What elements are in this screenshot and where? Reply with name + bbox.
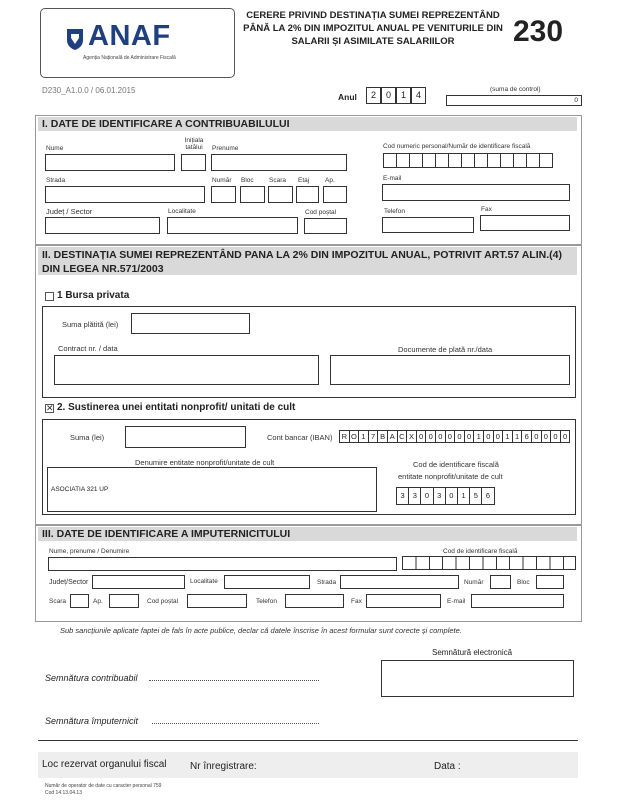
s3-label-numar: Număr [464,579,484,586]
iban-cell[interactable]: 0 [541,430,552,443]
s3-email-field[interactable] [471,594,564,608]
iban-cell[interactable]: 7 [368,430,379,443]
option1-suma-label: Suma plătită (lei) [62,320,119,329]
electronic-signature-box[interactable] [381,660,574,697]
fax-field[interactable] [480,215,570,231]
proxy-signature-label: Semnătura împuternicit [45,716,139,726]
label-ap: Ap. [325,177,335,184]
label-telefon: Telefon [384,208,405,215]
s3-label-ap: Ap. [93,598,103,605]
s3-label-bloc: Bloc [517,579,530,586]
cif-cell[interactable]: 3 [396,487,409,505]
label-bloc: Bloc [241,177,254,184]
etaj-field[interactable] [296,186,319,203]
control-sum-label: (suma de control) [490,86,541,93]
label-strada: Strada [46,177,66,184]
option2-suma-field[interactable] [125,426,246,448]
s3-label-email: E-mail [447,598,466,605]
iban-cell[interactable]: O [349,430,360,443]
s3-localitate-field[interactable] [224,575,310,589]
option2-checkbox[interactable]: ✕ [46,403,54,413]
iban-label: Cont bancar (IBAN) [267,433,333,442]
iban-cell[interactable]: 0 [531,430,542,443]
logo-box [40,8,235,78]
label-cnp: Cod numeric personal/Număr de identificare fiscală [383,143,531,150]
cod-postal-field[interactable] [304,218,347,234]
s3-label-scara: Scara [49,598,66,605]
s3-label-cif: Cod de identificare fiscală [443,548,518,555]
iban-cell[interactable]: 0 [560,430,571,443]
iban-cell[interactable]: 1 [358,430,369,443]
s3-numar-field[interactable] [490,575,511,589]
proxy-signature-line[interactable] [152,723,319,724]
option1-contract-label: Contract nr. / data [58,344,118,353]
label-initiala: Inițiala tatălui [184,137,204,151]
logo-subtitle: Agenția Națională de Administrare Fiscală [83,55,176,61]
s3-label-fax: Fax [351,598,362,605]
iban-cell[interactable]: 0 [435,430,446,443]
iban-cell[interactable]: A [387,430,398,443]
cif-cell[interactable]: 0 [420,487,433,505]
s3-ap-field[interactable] [109,594,139,608]
iban-cell[interactable]: 1 [512,430,523,443]
iban-cell[interactable]: 0 [493,430,504,443]
label-fax: Fax [481,206,492,213]
iban-cell[interactable]: R [339,430,350,443]
s3-label-nume: Nume, prenume / Denumire [49,548,130,555]
cnp-grid[interactable] [383,153,553,168]
cif-cell[interactable]: 3 [408,487,421,505]
option1-suma-field[interactable] [131,313,250,334]
iban-cell[interactable]: C [397,430,408,443]
judet-field[interactable] [45,217,160,234]
footer-nr-label: Nr înregistrare: [190,761,257,772]
label-scara: Scara [269,177,286,184]
form-title: CERERE PRIVIND DESTINAȚIA SUMEI REPREZENTÂND PÂNĂ LA 2% DIN IMPOZITUL ANUAL PE VENITURILE DIN SALARII ȘI ASIMILATE SALARIILOR [243,10,503,47]
cif-cell[interactable]: 0 [445,487,458,505]
bloc-field[interactable] [240,186,265,203]
s3-cod-postal-field[interactable] [187,594,247,608]
footer-operator: Număr de operator de date cu caracter personal 759 [45,783,162,789]
prenume-field[interactable] [211,154,347,171]
cif-label-1: Cod de identificare fiscală [413,460,499,469]
s3-fax-field[interactable] [366,594,441,608]
control-sum-value: 0 [574,97,578,104]
taxpayer-signature-line[interactable] [149,680,319,681]
strada-field[interactable] [45,186,205,203]
nume-field[interactable] [45,154,175,171]
cif-cell[interactable]: 5 [469,487,482,505]
footer-data-label: Data : [434,761,461,772]
iban-cell[interactable]: 0 [416,430,427,443]
email-field[interactable] [382,184,570,201]
section-1-title: I. DATE DE IDENTIFICARE A CONTRIBUABILULUI [38,117,577,131]
s3-label-strada: Strada [317,579,337,586]
taxpayer-signature-label: Semnătura contribuabil [45,673,138,683]
year-label: Anul [338,92,357,102]
s3-strada-field[interactable] [340,575,459,589]
label-judet: Județ / Sector [46,207,93,216]
cif-cell[interactable]: 6 [481,487,494,505]
footer-reserved-label: Loc rezervat organului fiscal [42,759,167,770]
iban-cell[interactable]: 0 [464,430,475,443]
s3-judet-field[interactable] [92,575,185,589]
footer-divider [38,740,578,741]
label-cod-postal: Cod poștal [305,209,337,216]
anaf-shield-icon [65,27,85,56]
s3-bloc-field[interactable] [536,575,564,589]
footer-code: Cod 14.13.04.13 [45,790,82,796]
label-nume: Nume [46,145,64,152]
cif-cell[interactable]: 1 [457,487,470,505]
form-version: D230_A1.0.0 / 06.01.2015 [42,86,136,95]
entity-field[interactable] [47,467,377,512]
iban-cell[interactable]: 0 [483,430,494,443]
iban-cell[interactable]: 0 [445,430,456,443]
label-numar: Număr [212,177,232,184]
declaration-text: Sub sancțiunile aplicate faptei de fals în acte publice, declar că datele înscrise în acest formular sunt corecte și complete. [60,626,462,635]
label-localitate: Localitate [168,208,196,215]
option1-label: 1 Bursa privata [57,290,130,301]
telefon-field[interactable] [382,217,474,233]
s3-label-cod-postal: Cod poștal [147,598,179,605]
year-digit[interactable]: 4 [411,87,426,104]
s3-cif-grid[interactable] [402,556,576,570]
scara-field[interactable] [268,186,293,203]
s3-telefon-field[interactable] [285,594,344,608]
initiala-field[interactable] [181,154,206,171]
iban-cell[interactable]: B [377,430,388,443]
year-digit[interactable]: 0 [381,87,396,104]
option1-documente-field[interactable] [330,355,570,385]
section-2-title: II. DESTINAȚIA SUMEI REPREZENTÂND PANA LA 2% DIN IMPOZITUL ANUAL, POTRIVIT ART.57 ALIN.(4) DIN LEGEA NR.571/2003 [38,247,577,275]
localitate-field[interactable] [167,217,298,234]
year-digit[interactable]: 1 [396,87,411,104]
ap-field[interactable] [323,186,347,203]
option2-label: 2. Sustinerea unei entitati nonprofit/ unitati de cult [57,402,296,413]
s3-label-judet: Județ/Sector [49,579,89,586]
cif-label-2: entitate nonprofit/unitate de cult [398,472,503,481]
s3-scara-field[interactable] [70,594,89,608]
form-number: 230 [513,15,564,48]
option1-contract-field[interactable] [54,355,319,385]
s3-nume-field[interactable] [48,557,397,571]
label-email: E-mail [383,175,402,182]
iban-cell[interactable]: 0 [425,430,436,443]
section-3-title: III. DATE DE IDENTIFICARE A IMPUTERNICITULUI [38,527,577,541]
label-etaj: Etaj [298,177,310,184]
iban-cell[interactable]: 1 [473,430,484,443]
iban-cell[interactable]: 1 [502,430,513,443]
year-digit[interactable]: 2 [366,87,381,104]
iban-cell[interactable]: 0 [550,430,561,443]
iban-cell[interactable]: 6 [521,430,532,443]
numar-field[interactable] [211,186,236,203]
option1-checkbox[interactable] [45,292,54,301]
entity-label: Denumire entitate nonprofit/unitate de cult [135,458,275,467]
electronic-signature-label: Semnătură electronică [432,648,513,657]
option2-suma-label: Suma (lei) [70,433,105,442]
iban-cell[interactable]: 0 [454,430,465,443]
s3-label-telefon: Telefon [256,598,277,605]
iban-cell[interactable]: X [406,430,417,443]
control-sum-field[interactable] [446,95,582,106]
label-prenume: Prenume [212,145,239,152]
logo-text: ANAF [88,20,171,52]
option1-documente-label: Documente de plată nr./data [398,345,493,354]
s3-label-localitate: Localitate [190,578,218,585]
cif-cell[interactable]: 3 [433,487,446,505]
entity-name: ASOCIATIA 321 UP [51,486,109,493]
